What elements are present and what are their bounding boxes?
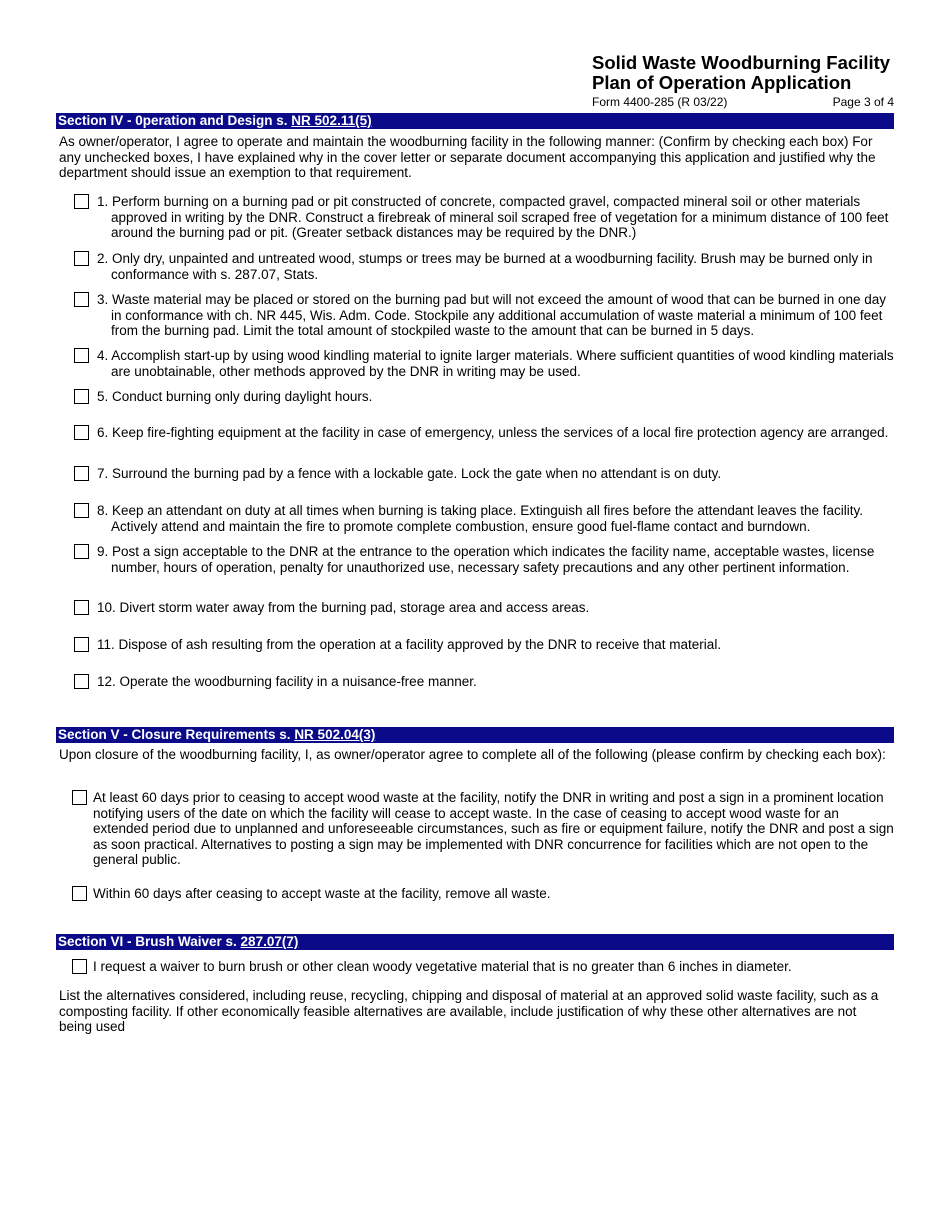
section-iv-item-8 bbox=[74, 503, 894, 534]
item-2-text: 2. Only dry, unpainted and untreated wood, stumps or trees may be burned at a woodburning facility. Brush may be burned only in conformance with s. 287.07, Stats. bbox=[97, 251, 873, 282]
section-vi-ref-link[interactable]: 287.07(7) bbox=[240, 934, 299, 949]
section-v-ref-link[interactable]: NR 502.04(3) bbox=[294, 727, 376, 742]
section-vi-header bbox=[56, 934, 894, 950]
section-vi-alternatives: List the alternatives considered, including reuse, recycling, chipping and disposal of material at an approved solid waste facility, such as a composting facility. If other economically feasible alternatives are available, include justification of why these other alternatives are not being used bbox=[59, 988, 879, 1034]
item-5-checkbox[interactable] bbox=[74, 389, 89, 404]
section-iv-item-7 bbox=[74, 466, 894, 482]
section-iv-ref-link[interactable]: NR 502.11(5) bbox=[291, 113, 372, 128]
section-iv-item-9 bbox=[74, 544, 894, 575]
section-vi-waiver bbox=[72, 959, 894, 975]
section-v-title: Section V - Closure Requirements s. bbox=[58, 727, 295, 742]
section-iv-item-11 bbox=[74, 637, 894, 653]
item-4-text: 4. Accomplish start-up by using wood kindling material to ignite larger materials. Where sufficient quantities of wood kindling materials are unobtainable, other methods approved by the DNR in writing may be used. bbox=[97, 348, 894, 379]
section-v-item-2 bbox=[72, 886, 894, 902]
item-8-text: 8. Keep an attendant on duty at all times when burning is taking place. Extinguish all fires before the attendant leaves the facility. Actively attend and maintain the fire to promote complete combustion, ensure good fuel-flame contact and burndown. bbox=[97, 503, 863, 534]
item-6-text: 6. Keep fire-fighting equipment at the facility in case of emergency, unless the services of a local fire protection agency are arranged. bbox=[97, 425, 889, 440]
item-10-text: 10. Divert storm water away from the burning pad, storage area and access areas. bbox=[97, 600, 590, 615]
section-iv-item-3 bbox=[74, 292, 894, 339]
waiver-text: I request a waiver to burn brush or other clean woody vegetative material that is no greater than 6 inches in diameter. bbox=[93, 959, 792, 974]
section-iv-item-1 bbox=[74, 194, 894, 241]
section-v-item-1 bbox=[72, 790, 894, 868]
closure-removal-text: Within 60 days after ceasing to accept waste at the facility, remove all waste. bbox=[93, 886, 551, 901]
item-5-text: 5. Conduct burning only during daylight hours. bbox=[97, 389, 373, 404]
item-2-checkbox[interactable] bbox=[74, 251, 89, 266]
item-7-text: 7. Surround the burning pad by a fence with a lockable gate. Lock the gate when no attendant is on duty. bbox=[97, 466, 722, 481]
section-iv-item-12 bbox=[74, 674, 894, 690]
item-3-checkbox[interactable] bbox=[74, 292, 89, 307]
form-title-line2: Plan of Operation Application bbox=[592, 72, 852, 93]
section-iv-header bbox=[56, 113, 894, 129]
form-meta bbox=[592, 95, 894, 109]
closure-removal-checkbox[interactable] bbox=[72, 886, 87, 901]
item-9-checkbox[interactable] bbox=[74, 544, 89, 559]
section-v-intro: Upon closure of the woodburning facility, I, as owner/operator agree to complete all of the following (please confirm by checking each box): bbox=[59, 747, 886, 762]
item-1-text: 1. Perform burning on a burning pad or pit constructed of concrete, compacted gravel, compacted mineral soil or other materials approved in writing by the DNR. Construct a firebreak of mineral soil scraped free of vegetation for a minimum distance of 100 feet around the burning pad or pit. (Greater setback distances may be required by the DNR.) bbox=[97, 194, 889, 240]
item-12-text: 12. Operate the woodburning facility in a nuisance-free manner. bbox=[97, 674, 477, 689]
item-11-checkbox[interactable] bbox=[74, 637, 89, 652]
item-9-text: 9. Post a sign acceptable to the DNR at the entrance to the operation which indicates the facility name, acceptable wastes, license number, hours of operation, penalty for unauthorized use, necessary safety precautions and any other pertinent information. bbox=[97, 544, 875, 575]
form-header bbox=[592, 53, 894, 109]
item-7-checkbox[interactable] bbox=[74, 466, 89, 481]
section-iv-item-2 bbox=[74, 251, 894, 282]
item-12-checkbox[interactable] bbox=[74, 674, 89, 689]
section-iv-item-5 bbox=[74, 389, 894, 405]
page-number: Page 3 of 4 bbox=[832, 95, 894, 109]
item-3-text: 3. Waste material may be placed or stored on the burning pad but will not exceed the amount of wood that can be burned in one day in conformance with ch. NR 445, Wis. Adm. Code. Stockpile any additional accumulation of waste material a minimum of 100 feet from the burning pad. Limit the total amount of stockpiled waste to the amount that can be burned in 5 days. bbox=[97, 292, 886, 338]
section-vi-title: Section VI - Brush Waiver s. bbox=[58, 934, 241, 949]
item-11-text: 11. Dispose of ash resulting from the operation at a facility approved by the DNR to receive that material. bbox=[97, 637, 722, 652]
item-6-checkbox[interactable] bbox=[74, 425, 89, 440]
form-number: Form 4400-285 (R 03/22) bbox=[592, 95, 728, 109]
section-iv-intro: As owner/operator, I agree to operate and maintain the woodburning facility in the following manner: (Confirm by checking each box) For any unchecked boxes, I have explained why in the cover letter or separate document accompanying this application and justified why the department should issue an exemption to that requirement. bbox=[59, 134, 876, 180]
item-4-checkbox[interactable] bbox=[74, 348, 89, 363]
item-10-checkbox[interactable] bbox=[74, 600, 89, 615]
section-iv-title: Section IV - 0peration and Design s. bbox=[58, 113, 292, 128]
closure-notice-checkbox[interactable] bbox=[72, 790, 87, 805]
section-iv-item-10 bbox=[74, 600, 894, 616]
form-title-line1: Solid Waste Woodburning Facility bbox=[592, 52, 891, 73]
waiver-checkbox[interactable] bbox=[72, 959, 87, 974]
section-iv-item-4 bbox=[74, 348, 894, 379]
item-1-checkbox[interactable] bbox=[74, 194, 89, 209]
closure-notice-text: At least 60 days prior to ceasing to accept wood waste at the facility, notify the DNR in writing and post a sign in a prominent location notifying users of the date on which the facility will cease to accept waste. In the case of ceasing to accept wood waste for an extended period due to unplanned and unforeseeable circumstances, such as fire or equipment failure, notify the DNR and post a sign as soon practical. Alternatives to posting a sign may be implemented with DNR concurrence for facilities which are not open to the general public. bbox=[93, 790, 894, 867]
section-iv-item-6 bbox=[74, 425, 894, 441]
section-v-header bbox=[56, 727, 894, 743]
item-8-checkbox[interactable] bbox=[74, 503, 89, 518]
